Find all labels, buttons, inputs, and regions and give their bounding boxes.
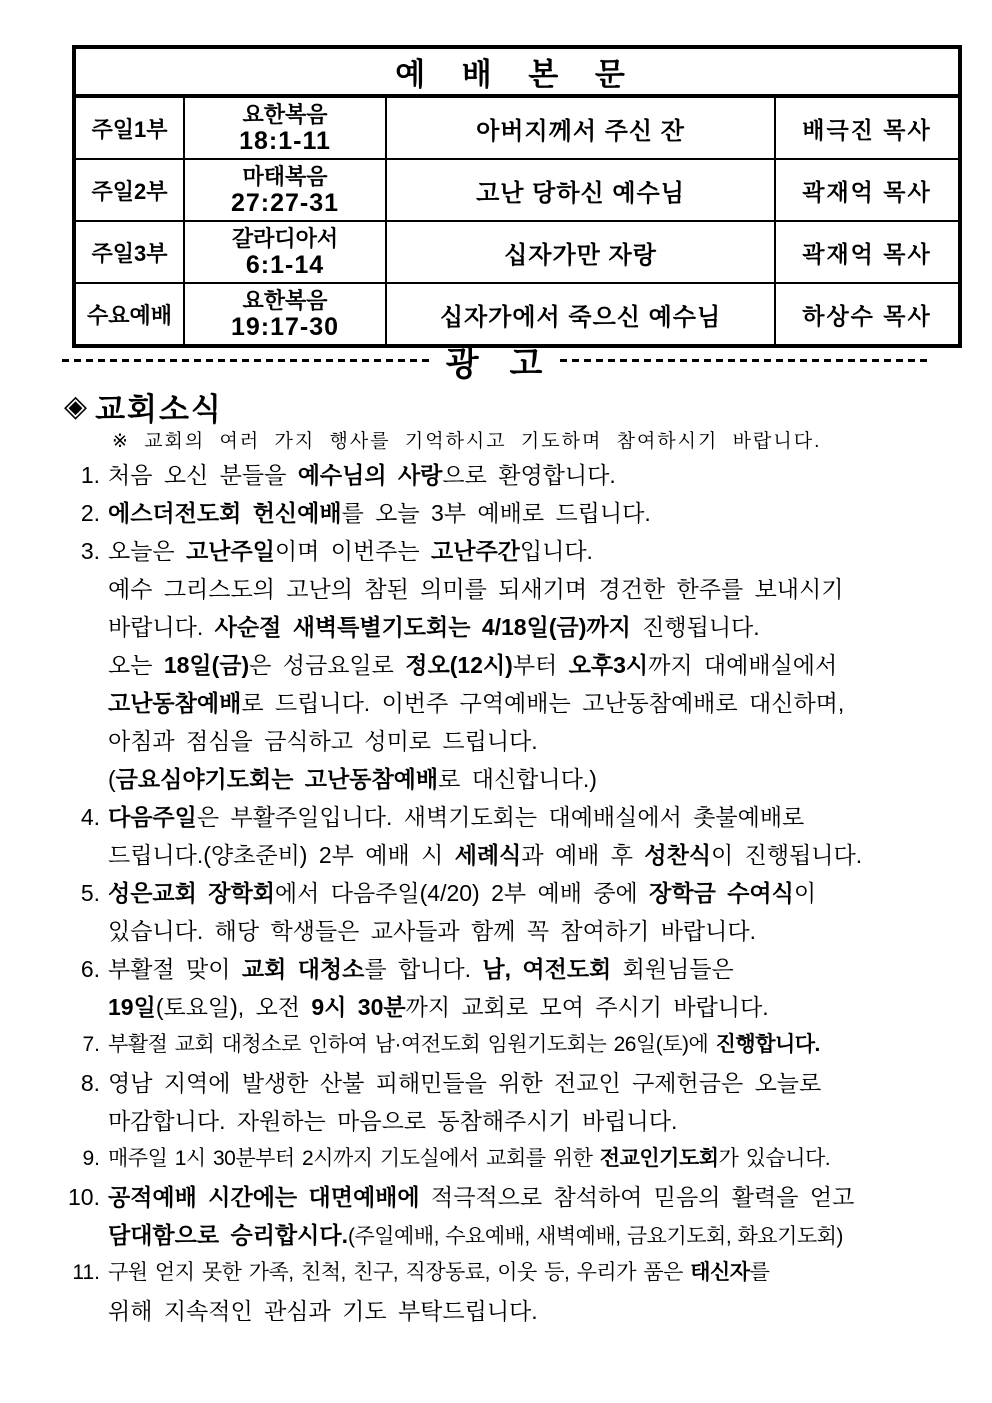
announcement-line — [56, 684, 956, 722]
church-news-title: 교회소식 — [95, 392, 223, 427]
sermon-title-cell: 고난 당하신 예수님 — [386, 159, 775, 221]
service-name-cell: 수요예배 — [74, 283, 184, 346]
announcement-line — [56, 798, 956, 836]
scripture-verse: 6:1-14 — [245, 250, 325, 279]
item-number — [56, 1292, 108, 1330]
announcement-line — [56, 608, 956, 646]
item-text: 부활절 맞이 교회 대청소를 합니다. 남, 여전도회 회원님들은 — [108, 956, 734, 982]
dashed-rule-right — [560, 359, 930, 362]
item-number: 5. — [80, 880, 100, 906]
pastor-name-cell: 하상수 목사 — [775, 283, 960, 346]
item-text: 아침과 점심을 금식하고 성미로 드립니다. — [108, 728, 538, 754]
ad-title: 광 고 — [445, 344, 547, 383]
item-number: 3. — [80, 538, 100, 564]
sermon-title-cell: 십자가에서 죽으신 예수님 — [386, 283, 775, 346]
announcement-line — [56, 1064, 956, 1102]
item-number — [56, 988, 108, 1026]
item-text: 부활절 교회 대청소로 인하여 남·여전도회 임원기도회는 26일(토)에 진행합니다. — [108, 1033, 820, 1056]
announcement-line — [56, 1140, 956, 1178]
scripture-cell — [184, 159, 386, 221]
item-number: 8. — [80, 1070, 100, 1096]
table-row — [74, 221, 960, 283]
announcement-line — [56, 570, 956, 608]
worship-table-body — [74, 96, 960, 346]
item-number: 10. — [68, 1184, 100, 1210]
item-text: 바랍니다. 사순절 새벽특별기도회는 4/18일(금)까지 진행됩니다. — [108, 614, 760, 640]
scripture-book: 요한복음 — [242, 287, 328, 313]
item-text: 예수 그리스도의 고난의 참된 의미를 되새기며 경건한 한주를 보내시기 — [108, 576, 844, 602]
announcement-line — [56, 722, 956, 760]
service-name-cell: 주일1부 — [74, 96, 184, 159]
sermon-title-cell: 아버지께서 주신 잔 — [386, 96, 775, 159]
item-text: 성은교회 장학회에서 다음주일(4/20) 2부 예배 중에 장학금 수여식이 — [108, 880, 817, 906]
item-number: 6. — [80, 956, 100, 982]
scripture-verse: 27:27-31 — [230, 188, 340, 217]
scripture-verse: 19:17-30 — [230, 312, 340, 341]
item-text: 매주일 1시 30분부터 2시까지 기도실에서 교회를 위한 전교인기도회가 있습니다. — [108, 1147, 831, 1170]
item-number — [56, 836, 108, 874]
scripture-book: 갈라디아서 — [231, 225, 339, 251]
item-text: 영남 지역에 발생한 산불 피해민들을 위한 전교인 구제헌금은 오늘로 — [108, 1070, 822, 1096]
item-number — [56, 646, 108, 684]
announcement-line — [56, 950, 956, 988]
announcement-line — [56, 494, 956, 532]
service-name-cell: 주일2부 — [74, 159, 184, 221]
pastor-name-cell: 곽재억 목사 — [775, 159, 960, 221]
worship-text-table — [72, 45, 962, 348]
item-number: 11. — [72, 1261, 100, 1284]
item-text: 담대함으로 승리합시다.(주일예배, 수요예배, 새벽예배, 금요기도회, 화요기도회) — [108, 1222, 843, 1248]
item-number — [56, 1216, 108, 1254]
item-text: 드립니다.(양초준비) 2부 예배 시 세례식과 예배 후 성찬식이 진행됩니다. — [108, 842, 863, 868]
scripture-book: 요한복음 — [242, 101, 328, 127]
dashed-rule-left — [62, 359, 432, 362]
diamond-icon: ◈ — [64, 389, 90, 423]
church-news-heading — [64, 384, 223, 429]
service-name-cell: 주일3부 — [74, 221, 184, 283]
item-number: 7. — [82, 1033, 100, 1056]
item-number: 2. — [80, 500, 100, 526]
item-text: (금요심야기도회는 고난동참예배로 대신합니다.) — [108, 766, 597, 792]
scripture-cell — [184, 221, 386, 283]
item-text: 다음주일은 부활주일입니다. 새벽기도회는 대예배실에서 촛불예배로 — [108, 804, 805, 830]
item-number — [56, 570, 108, 608]
item-text: 고난동참예배로 드립니다. 이번주 구역예배는 고난동참예배로 대신하며, — [108, 690, 845, 716]
item-number — [56, 608, 108, 646]
item-number: 1. — [80, 462, 100, 488]
scripture-cell — [184, 96, 386, 159]
announcement-line — [56, 1102, 956, 1140]
announcement-line — [56, 1292, 956, 1330]
item-text: 마감합니다. 자원하는 마음으로 동참해주시기 바립니다. — [108, 1108, 678, 1134]
announcement-line — [56, 836, 956, 874]
item-number — [56, 912, 108, 950]
item-text: 있습니다. 해당 학생들은 교사들과 함께 꼭 참여하기 바랍니다. — [108, 918, 756, 944]
announcement-line — [56, 456, 956, 494]
item-text: 에스더전도회 헌신예배를 오늘 3부 예배로 드립니다. — [108, 500, 651, 526]
scripture-verse: 18:1-11 — [239, 126, 331, 155]
announcement-line — [56, 760, 956, 798]
scripture-cell — [184, 283, 386, 346]
item-text: 처음 오신 분들을 예수님의 사랑으로 환영합니다. — [108, 462, 616, 488]
pastor-name-cell: 곽재억 목사 — [775, 221, 960, 283]
item-text: 공적예배 시간에는 대면예배에 적극적으로 참석하여 믿음의 활력을 얻고 — [108, 1184, 855, 1210]
scripture-book: 마태복음 — [242, 163, 328, 189]
item-text: 위해 지속적인 관심과 기도 부탁드립니다. — [108, 1298, 538, 1324]
pastor-name-cell: 배극진 목사 — [775, 96, 960, 159]
ad-section-heading — [62, 338, 930, 382]
table-title: 예 배 본 문 — [74, 47, 960, 96]
announcement-line — [56, 912, 956, 950]
table-row — [74, 159, 960, 221]
announcement-line — [56, 532, 956, 570]
item-number — [56, 760, 108, 798]
item-text: 오는 18일(금)은 성금요일로 정오(12시)부터 오후3시까지 대예배실에서 — [108, 652, 838, 678]
church-news-note: ※ 교회의 여러 가지 행사를 기억하시고 기도하며 참여하시기 바랍니다. — [112, 431, 822, 452]
announcement-line — [56, 1254, 956, 1292]
announcement-line — [56, 1026, 956, 1064]
item-text: 오늘은 고난주일이며 이번주는 고난주간입니다. — [108, 538, 593, 564]
item-number: 9. — [82, 1147, 100, 1170]
table-title-row — [74, 47, 960, 96]
item-text: 19일(토요일), 오전 9시 30분까지 교회로 모여 주시기 바랍니다. — [108, 994, 769, 1020]
item-number — [56, 1102, 108, 1140]
announcement-line — [56, 988, 956, 1026]
item-number: 4. — [80, 804, 100, 830]
table-row — [74, 96, 960, 159]
announcement-line — [56, 1216, 956, 1254]
sermon-title-cell: 십자가만 자랑 — [386, 221, 775, 283]
item-number — [56, 722, 108, 760]
announcement-line — [56, 874, 956, 912]
item-number — [56, 684, 108, 722]
announcement-line — [56, 1178, 956, 1216]
item-text: 구원 얻지 못한 가족, 친척, 친구, 직장동료, 이웃 등, 우리가 품은 태신자를 — [108, 1261, 770, 1284]
announcement-list — [56, 456, 956, 1330]
announcement-line — [56, 646, 956, 684]
